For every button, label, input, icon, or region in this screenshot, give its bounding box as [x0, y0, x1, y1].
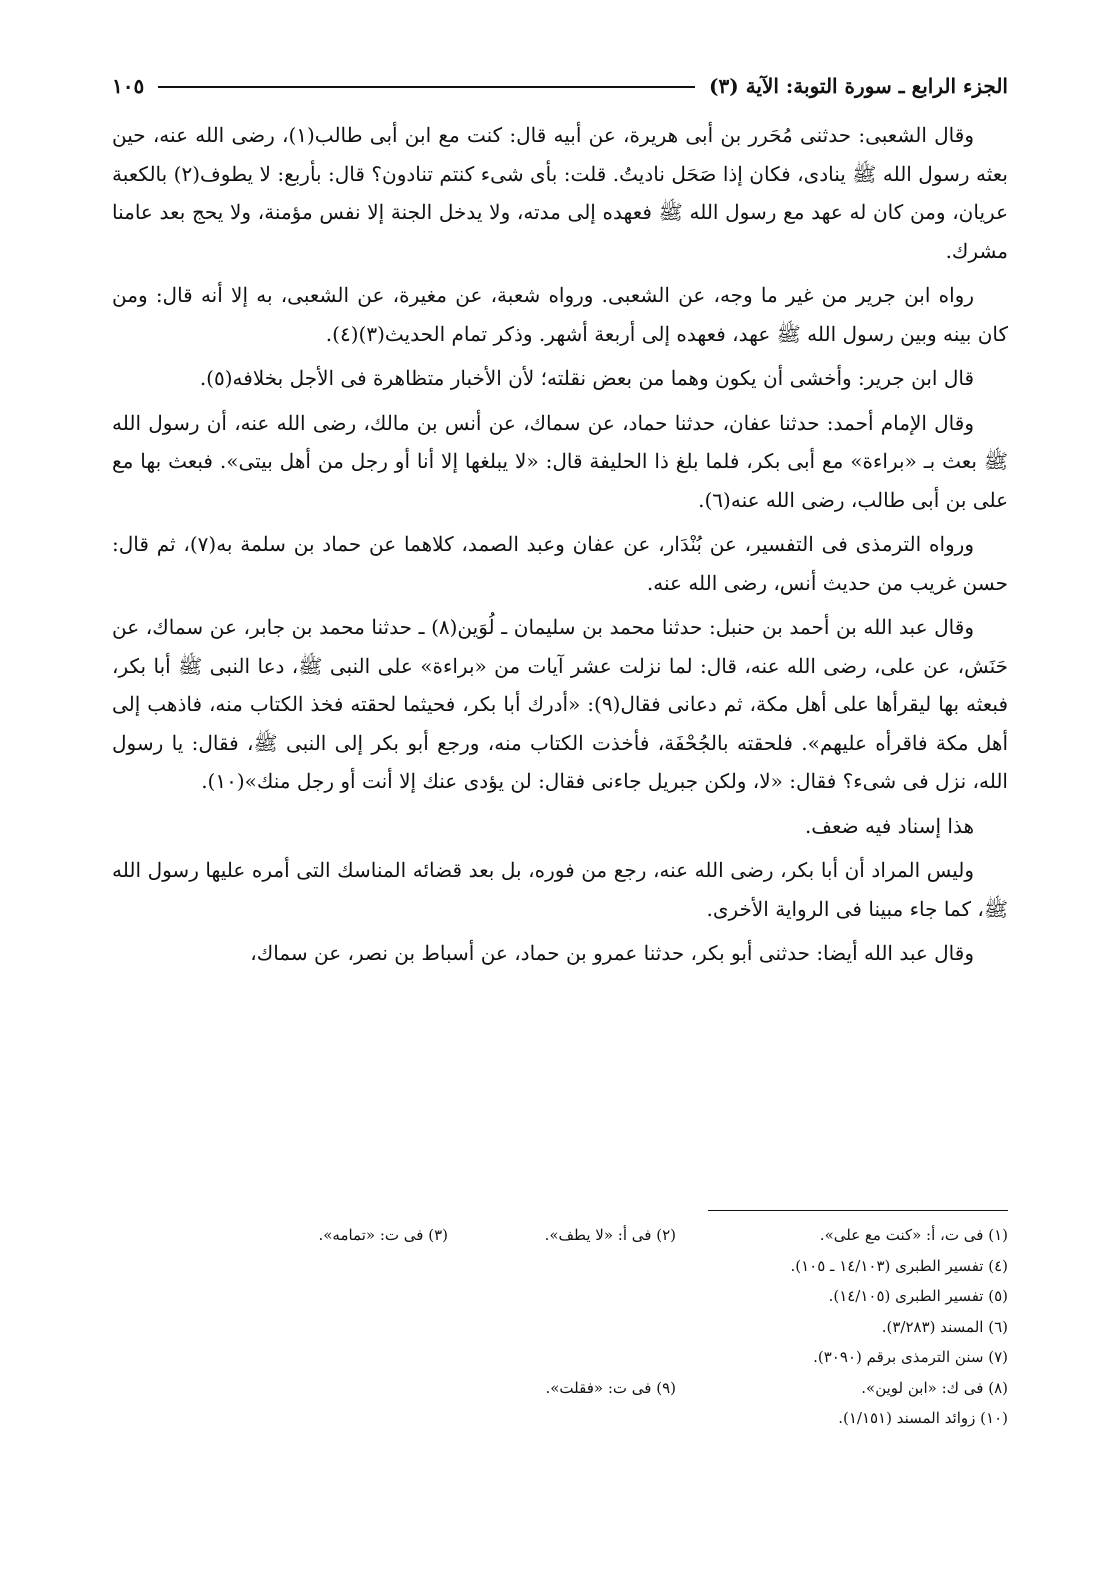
footnote: (٣) فى ت: «تمامه». [318, 1226, 448, 1244]
footnote-row [112, 1220, 1008, 1251]
paragraph: رواه ابن جرير من غير ما وجه، عن الشعبى. ورواه شعبة، عن مغيرة، عن الشعبى، به إلا أنه قال: ومن كان بينه وبين رسول الله ﷺ عهد، فعهده إلى أربعة أشهر. وذكر تمام الحديث(٣)(٤). [112, 283, 1008, 346]
paragraph: ورواه الترمذى فى التفسير، عن بُنْدَار، عن عفان وعبد الصمد، كلاهما عن حماد بن سلمة به(٧)، ثم قال: حسن غريب من حديث أنس، رضى الله عنه. [112, 532, 1008, 595]
paragraph: وليس المراد أن أبا بكر، رضى الله عنه، رجع من فوره، بل بعد قضائه المناسك التى أمره عليها رسول الله ﷺ، كما جاء مبينا فى الرواية الأخرى. [112, 858, 1008, 921]
header-rule [158, 86, 695, 88]
footnote-row [112, 1373, 1008, 1404]
paragraph: قال ابن جرير: وأخشى أن يكون وهما من بعض نقلته؛ لأن الأخبار متظاهرة فى الأجل بخلافه(٥). [199, 366, 974, 390]
footnote: (٤) تفسير الطبرى (١٤/١٠٣ ـ ١٠٥). [790, 1256, 1008, 1275]
footnote-row [112, 1281, 1008, 1312]
paragraph: وقال الإمام أحمد: حدثنا عفان، حدثنا حماد، عن سماك، عن أنس بن مالك، رضى الله عنه، أن رسول الله ﷺ بعث بـ «براءة» مع أبى بكر، فلما بلغ ذا الحليفة قال: «لا يبلغها إلا أنا أو رجل من أهل بيتى». فبعث بها مع على بن أبى طالب، رضى الله عنه(٦). [112, 410, 1008, 512]
footnote-separator [708, 1210, 1008, 1211]
footnote: (١٠) زوائد المسند (١/١٥١). [838, 1409, 1008, 1427]
footnote-row [112, 1312, 1008, 1343]
paragraph: وقال عبد الله أيضا: حدثنى أبو بكر، حدثنا عمرو بن حماد، عن أسباط بن نصر، عن سماك، [250, 941, 974, 965]
footnote: (٢) فى أ: «لا يطف». [544, 1226, 676, 1244]
footnote-row [112, 1403, 1008, 1434]
footnote: (٩) فى ت: «فقلت». [545, 1378, 676, 1397]
main-text [112, 116, 1008, 979]
footnote: (٨) فى ك: «ابن لوين». [861, 1378, 1008, 1397]
paragraph: هذا إسناد فيه ضعف. [804, 813, 974, 838]
footnote-row [112, 1342, 1008, 1373]
chapter-title: الجزء الرابع ـ سورة التوبة: الآية (٣) [709, 74, 1008, 98]
paragraph: وقال الشعبى: حدثنى مُحَرر بن أبى هريرة، عن أبيه قال: كنت مع ابن أبى طالب(١)، رضى الله عنه، حين بعثه رسول الله ﷺ ينادى، فكان إذا صَحَل ناديتُ. قلت: بأى شىء كنتم تنادون؟ قال: بأربع: لا يطوف(٢) بالكعبة عريان، ومن كان له عهد مع رسول الله ﷺ فعهده إلى مدته، ولا يدخل الجنة إلا نفس مؤمنة، ولا يحج بعد عامنا مشرك. [112, 123, 1008, 263]
footnote: (١) فى ت، أ: «كنت مع على». [819, 1226, 1008, 1244]
footnote: (٦) المسند (٣/٢٨٣). [881, 1317, 1008, 1336]
footnote: (٥) تفسير الطبرى (١٤/١٠٥). [828, 1287, 1008, 1305]
footnote-row [112, 1251, 1008, 1282]
footnotes [112, 1220, 1008, 1434]
footnote: (٧) سنن الترمذى برقم (٣٠٩٠). [813, 1348, 1008, 1366]
paragraph: وقال عبد الله بن أحمد بن حنبل: حدثنا محمد بن سليمان ـ لُوَين(٨) ـ حدثنا محمد بن جابر، عن سماك، عن حَنَش، عن على، رضى الله عنه، قال: لما نزلت عشر آيات من «براءة» على النبى ﷺ، دعا النبى ﷺ أبا بكر، فبعثه بها ليقرأها على أهل مكة، ثم دعانى فقال(٩): «أدرك أبا بكر، فحيثما لحقته فخذ الكتاب منه، فاذهب إلى أهل مكة فاقرأه عليهم». فلحقته بالجُحْفَة، فأخذت الكتاب منه، ورجع أبو بكر إلى النبى ﷺ، فقال: يا رسول الله، نزل فى شىء؟ فقال: «لا، ولكن جبريل جاءنى فقال: لن يؤدى عنك إلا أنت أو رجل منك»(١٠). [112, 615, 1009, 793]
page-number: ١٠٥ [112, 74, 145, 98]
running-header [112, 66, 1008, 106]
